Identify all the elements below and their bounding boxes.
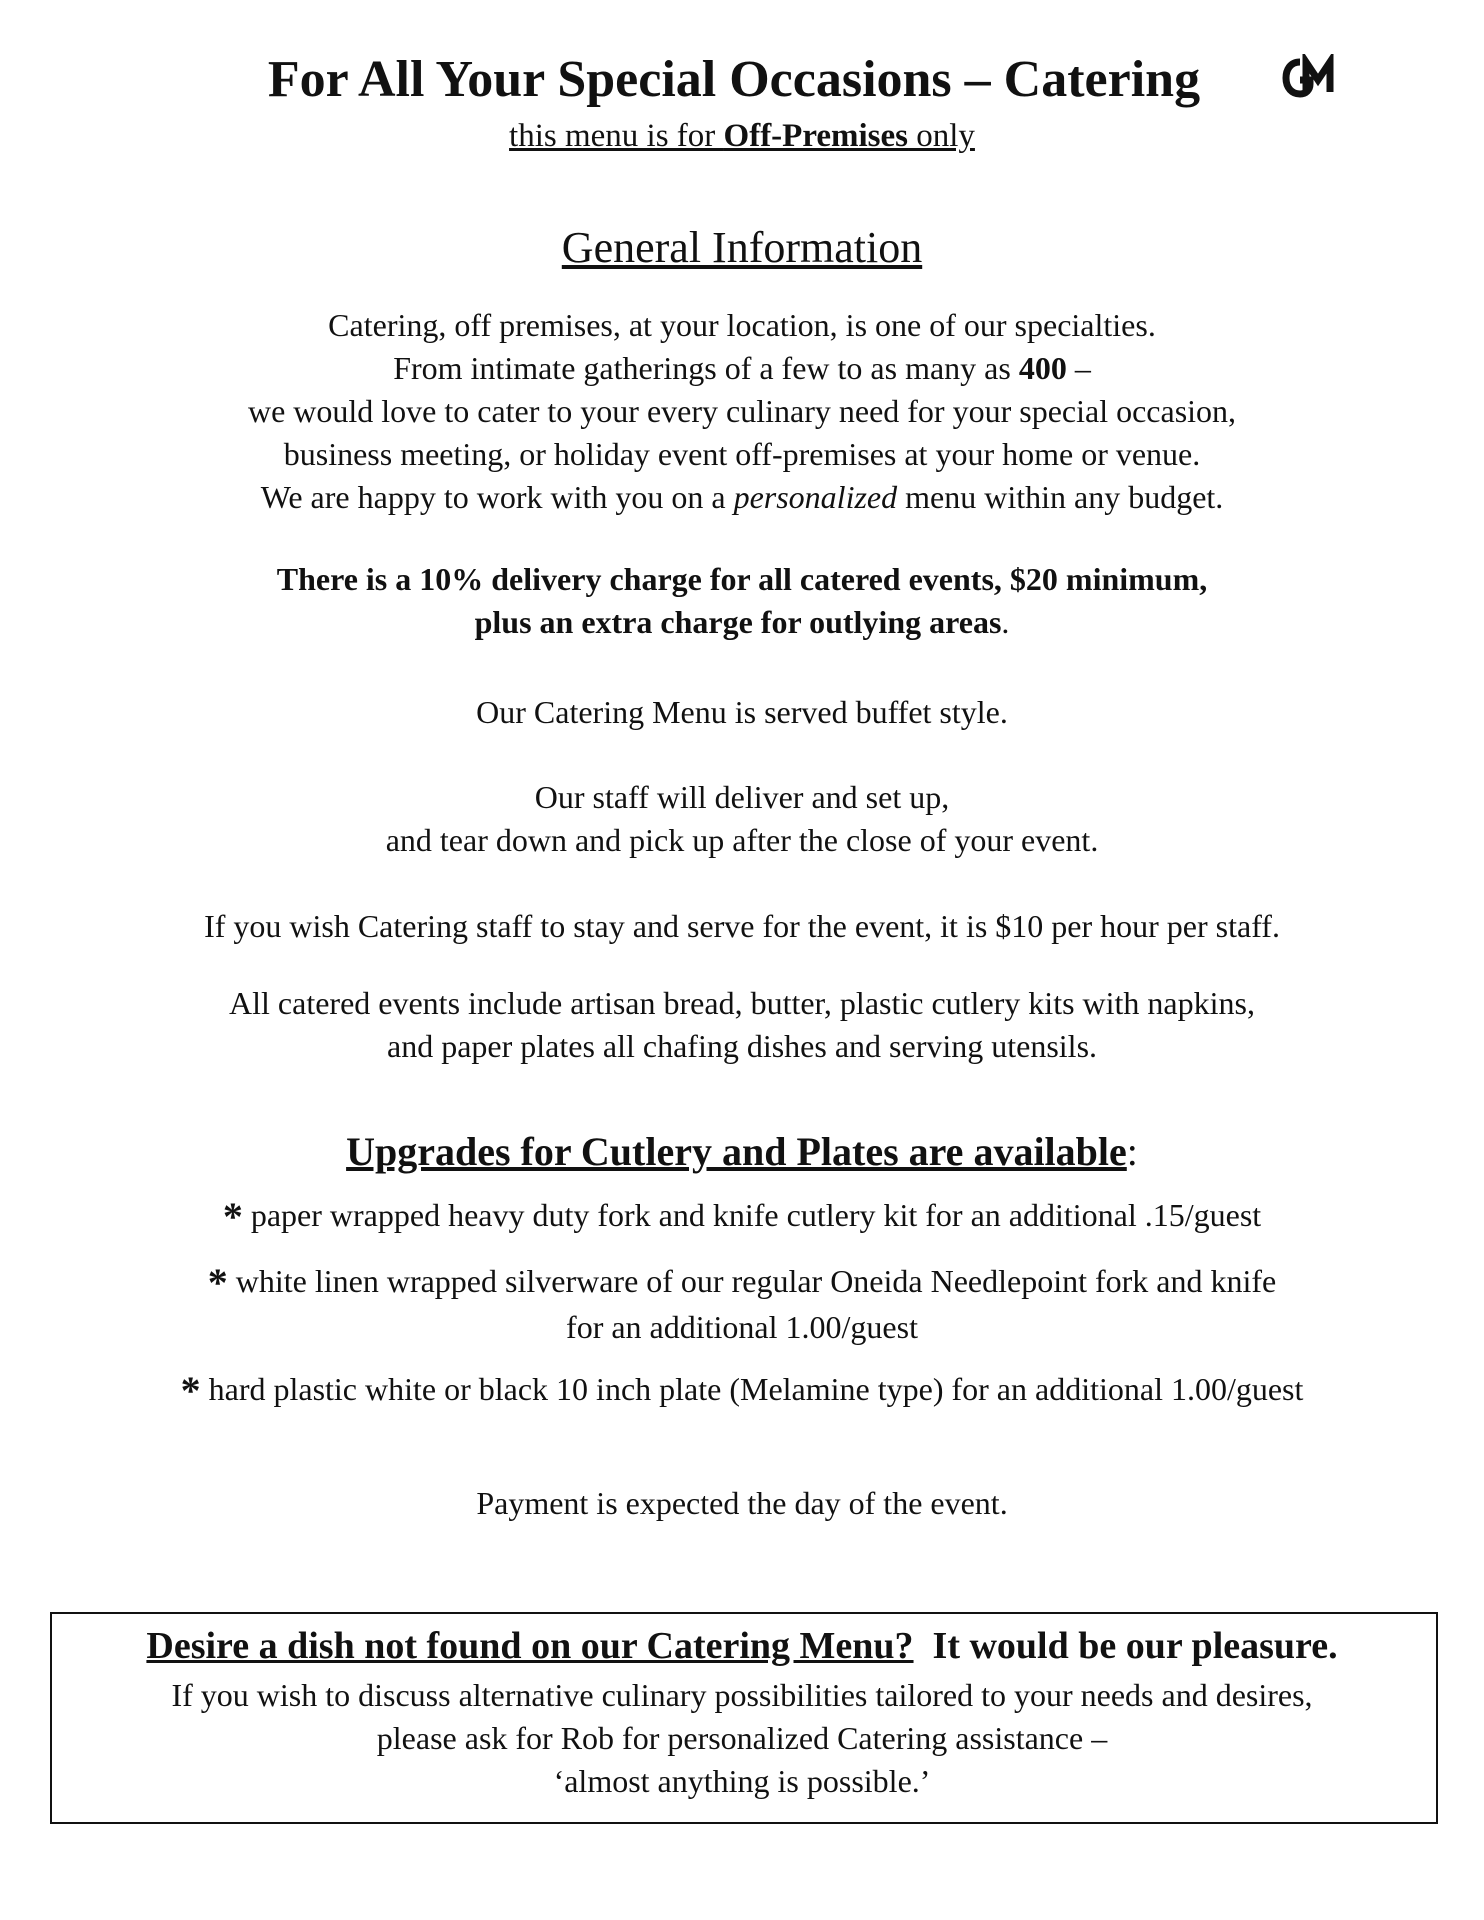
- intro-line-3: we would love to cater to your every culinary need for your special occasion,: [247, 393, 1237, 429]
- intro-line-5: We are happy to work with you on a personalized menu within any budget.: [260, 479, 1224, 515]
- callout-line-1: If you wish to discuss alternative culinary possibilities tailored to your needs and desires,: [171, 1677, 1313, 1713]
- upgrades-heading: Upgrades for Cutlery and Plates are available:: [346, 1129, 1138, 1174]
- page-subtitle: this menu is for Off-Premises only: [509, 118, 975, 154]
- upgrade-item-linen-silverware-price: for an additional 1.00/guest: [566, 1309, 918, 1345]
- general-information-heading: General Information: [561, 223, 923, 272]
- asterisk-icon: *: [222, 1194, 243, 1239]
- intro-line-4: business meeting, or holiday event off-premises at your home or venue.: [283, 436, 1201, 472]
- callout-title: Desire a dish not found on our Catering Menu? It would be our pleasure.: [146, 1625, 1338, 1667]
- upgrade-item-paper-cutlery: * paper wrapped heavy duty fork and knife cutlery kit for an additional .15/guest: [222, 1194, 1262, 1239]
- callout-line-3: ‘almost anything is possible.’: [553, 1763, 931, 1799]
- intro-line-2: From intimate gatherings of a few to as many as 400 –: [393, 350, 1091, 386]
- asterisk-icon: *: [180, 1368, 201, 1413]
- staff-line-1: Our staff will deliver and set up,: [534, 779, 950, 815]
- restaurant-logo: [1282, 54, 1338, 100]
- asterisk-icon: *: [207, 1260, 228, 1305]
- delivery-charge-line-1: There is a 10% delivery charge for all catered events, $20 minimum,: [276, 561, 1208, 597]
- page-title: For All Your Special Occasions – Catering: [267, 51, 1201, 108]
- upgrade-item-linen-silverware: * white linen wrapped silverware of our regular Oneida Needlepoint fork and knife: [207, 1260, 1277, 1305]
- included-items-line-2: and paper plates all chafing dishes and serving utensils.: [386, 1028, 1098, 1064]
- buffet-style-note: Our Catering Menu is served buffet style.: [476, 694, 1008, 730]
- delivery-charge-line-2: plus an extra charge for outlying areas.: [474, 604, 1010, 640]
- payment-terms: Payment is expected the day of the event.: [476, 1485, 1008, 1521]
- intro-line-1: Catering, off premises, at your location, is one of our specialties.: [328, 307, 1156, 343]
- included-items-line-1: All catered events include artisan bread, butter, plastic cutlery kits with napkins,: [229, 985, 1255, 1021]
- callout-line-2: please ask for Rob for personalized Catering assistance –: [376, 1720, 1108, 1756]
- staff-line-2: and tear down and pick up after the close of your event.: [385, 822, 1099, 858]
- upgrade-item-melamine-plate: * hard plastic white or black 10 inch plate (Melamine type) for an additional 1.00/guest: [180, 1368, 1304, 1413]
- serving-staff-rate: If you wish Catering staff to stay and serve for the event, it is $10 per hour per staff.: [204, 908, 1280, 944]
